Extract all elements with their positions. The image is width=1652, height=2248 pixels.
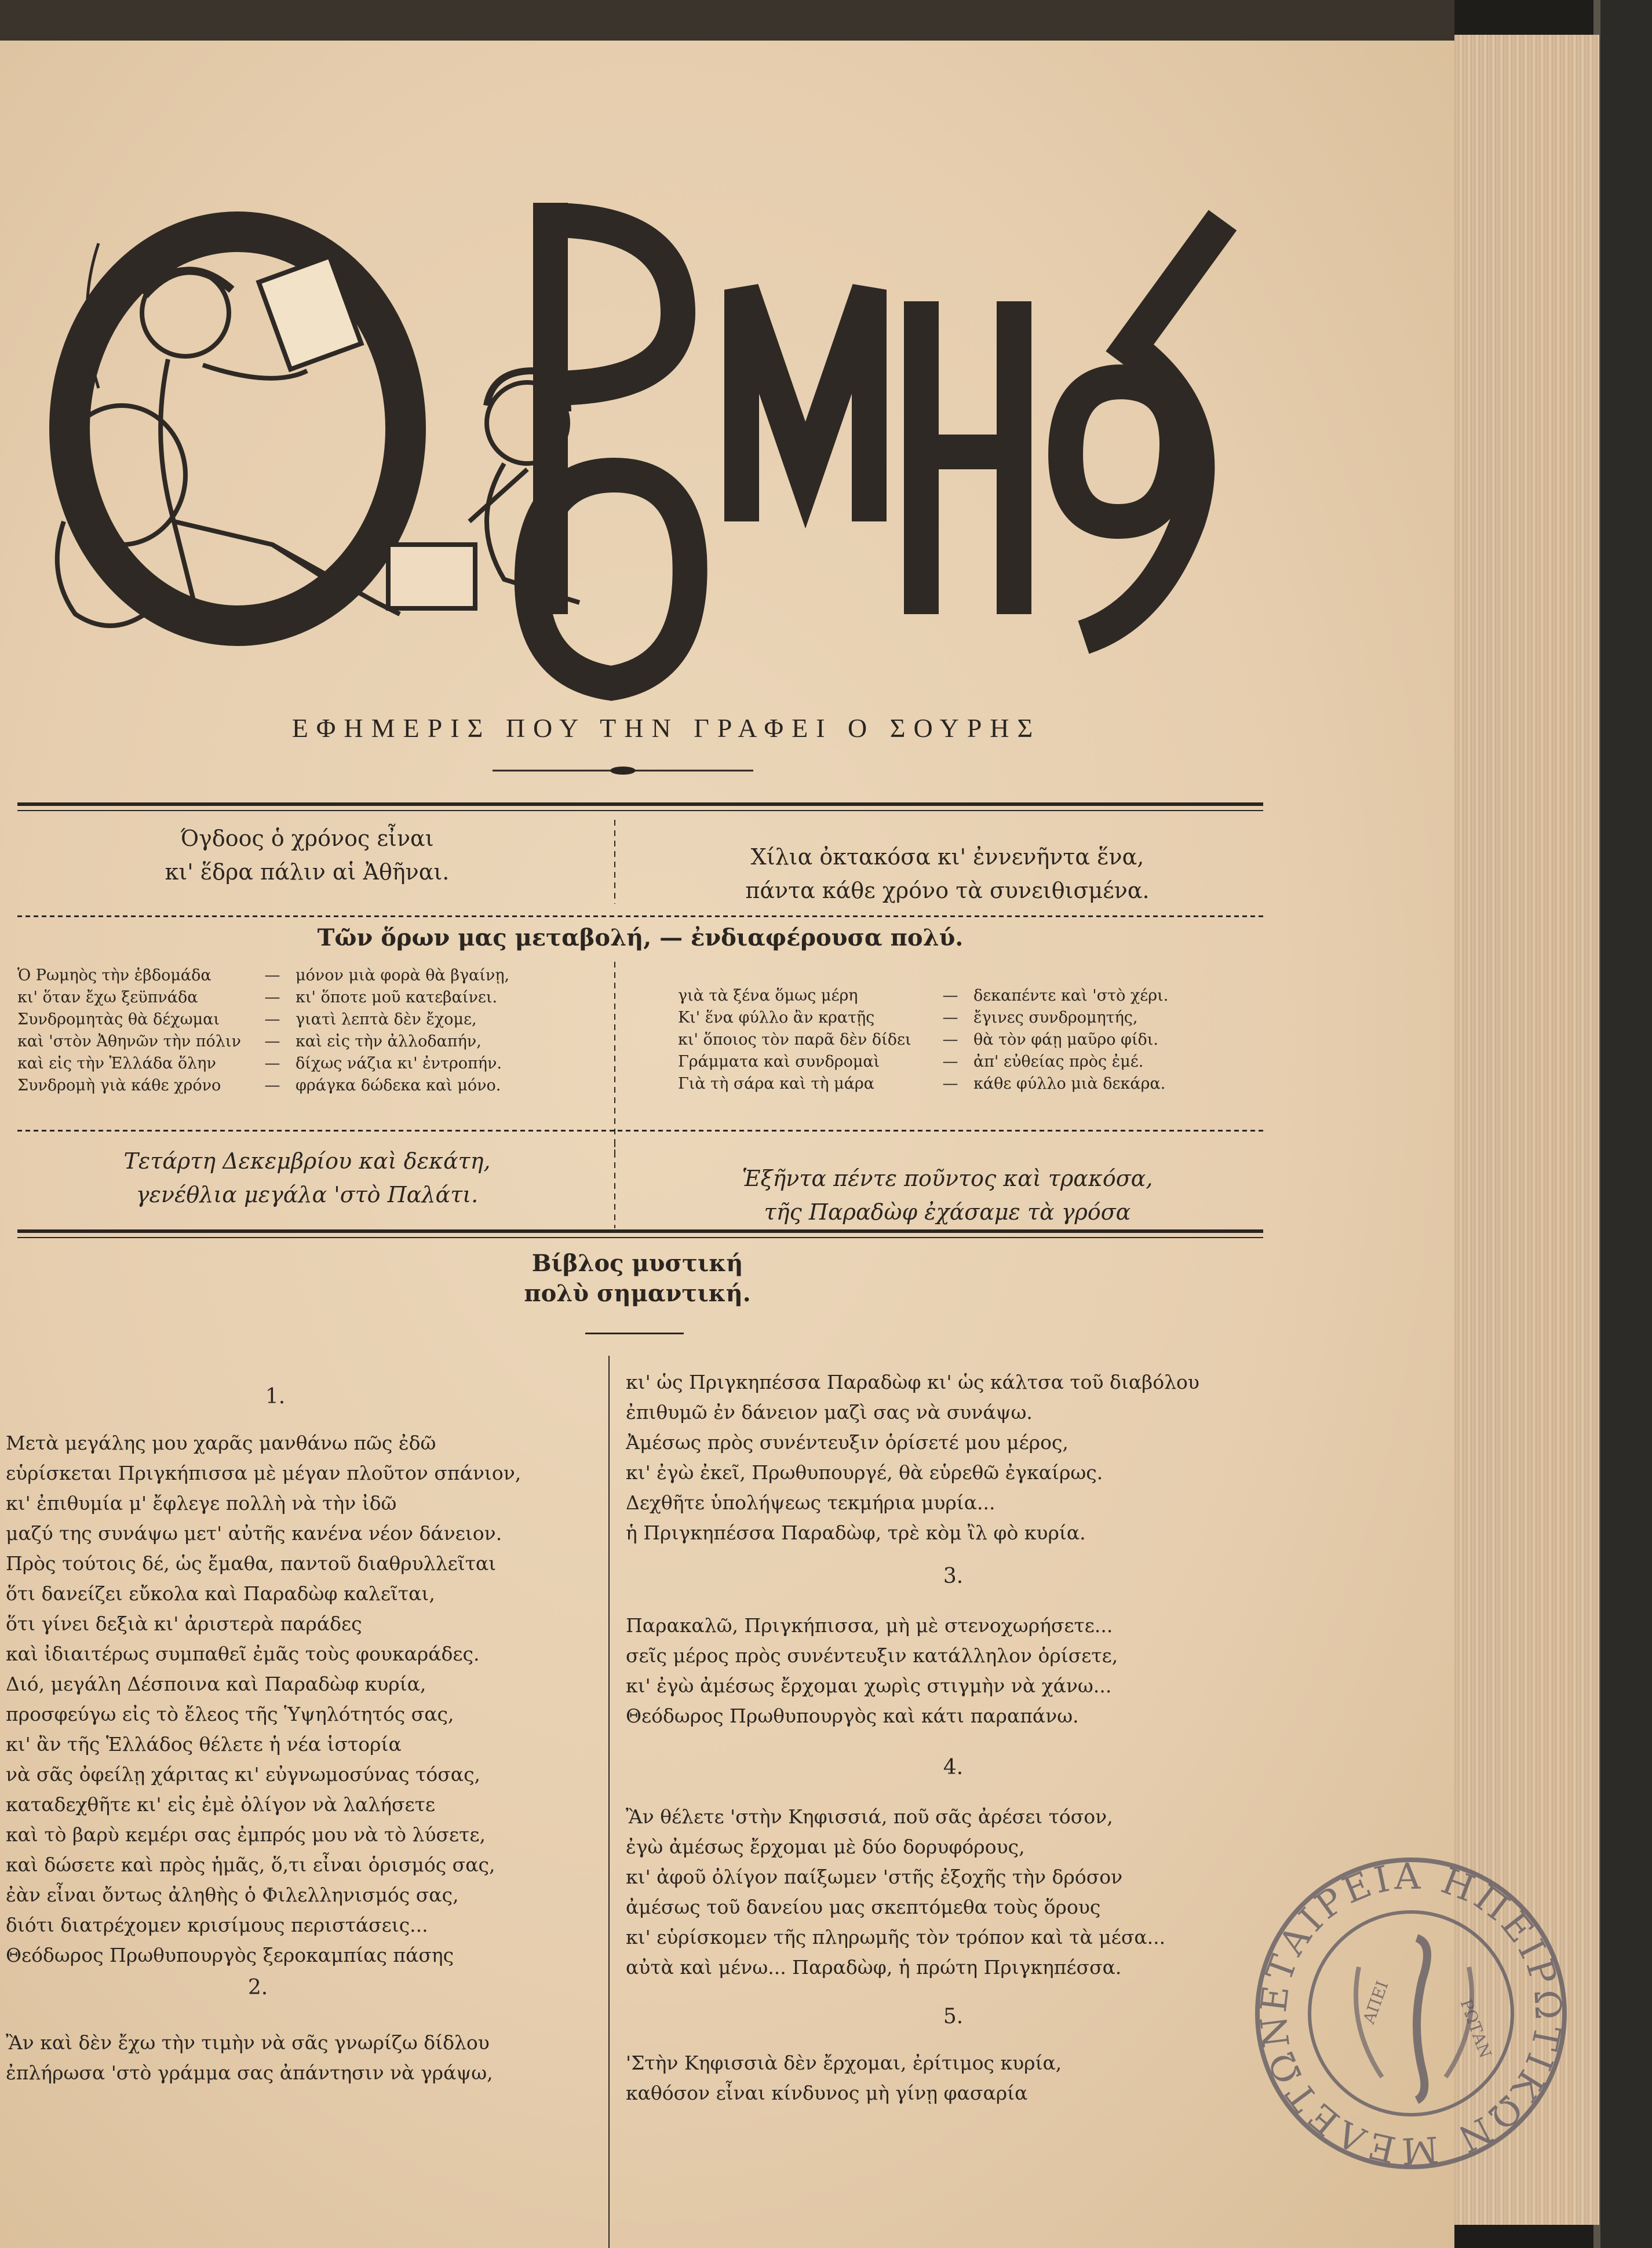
text-line: κι' εὑρίσκομεν τῆς πληρωμῆς τὸν τρόπον καὶ τὰ μέσα...	[626, 1926, 1166, 1948]
terms-cell: Γιὰ τὴ σάρα καὶ τὴ μάρα	[678, 1075, 875, 1093]
text-line: Πρὸς τούτοις δέ, ὡς ἔμαθα, παντοῦ διαθρυλλεῖται	[6, 1552, 497, 1575]
terms-dash: —	[264, 1032, 280, 1050]
terms-row	[17, 1053, 603, 1075]
terms-cell: μόνον μιὰ φορὰ θὰ βγαίνῃ,	[296, 966, 510, 984]
verse-line: Χίλια ὀκτακόσα κι' ἐννενῆντα ἕνα,	[750, 844, 1144, 870]
text-line: Θεόδωρος Πρωθυπουργὸς ξεροκαμπίας πάσης	[6, 1944, 454, 1966]
text-line: κι' ἐπιθυμία μ' ἔφλεγε πολλὴ νὰ τὴν ἰδῶ	[6, 1492, 397, 1515]
terms-row	[17, 1075, 603, 1097]
terms-dash: —	[264, 988, 280, 1006]
top-shadow	[0, 0, 1454, 41]
header-rule-bottom	[17, 1229, 1263, 1233]
terms-row	[678, 1051, 1263, 1073]
text-line: σεῖς μέρος πρὸς συνέντευξιν κατάλληλον ὁρίσετε,	[626, 1644, 1118, 1667]
text-line: αὐτὰ καὶ μένω... Παραδὼφ, ἡ πρώτη Πριγκηπέσσα.	[626, 1956, 1122, 1979]
dotted-rule	[17, 1130, 1263, 1132]
text-line: καταδεχθῆτε κι' εἰς ἐμὲ ὀλίγον νὰ λαλήσετε	[6, 1793, 435, 1816]
article-title-line: Βίβλος μυστική	[531, 1250, 743, 1277]
text-line: Διό, μεγάλη Δέσποινα καὶ Παραδὼφ κυρία,	[6, 1673, 426, 1695]
text-line: ἐγὼ ἀμέσως ἔρχομαι μὲ δύο δορυφόρους,	[626, 1835, 1025, 1858]
text-line: ὅτι γίνει δεξιὰ κι' ἀριστερὰ παράδες	[6, 1612, 362, 1635]
terms-row	[17, 1031, 603, 1053]
terms-cell: φράγκα δώδεκα καὶ μόνο.	[296, 1076, 501, 1094]
terms-row	[17, 987, 603, 1009]
text-line: Ἂν θέλετε 'στὴν Κηφισσιά, ποῦ σᾶς ἀρέσει τόσον,	[626, 1805, 1113, 1828]
terms-cell: Συνδρομὴ γιὰ κάθε χρόνο	[17, 1076, 221, 1094]
section-number: 5.	[943, 2005, 964, 2028]
text-line: Ἀμέσως πρὸς συνέντευξιν ὁρίσετέ μου μέρος,	[626, 1431, 1068, 1454]
stamp-ring-text: ΕΤΑΙΡΕΙΑ ΗΠΕΙΡΩΤΙΚΩΝ ΜΕΛΕΤΩΝ	[1252, 1855, 1570, 2173]
date-verse-right	[632, 1162, 1263, 1229]
terms-cell: δίχως νάζια κι' ἐντροπήν.	[296, 1054, 502, 1072]
terms-cell: γιατὶ λεπτὰ δὲν ἔχομε,	[296, 1010, 477, 1028]
text-line: καθόσον εἶναι κίνδυνος μὴ γίνῃ φασαρία	[626, 2082, 1028, 2104]
terms-cell: καὶ 'στὸν Ἀθηνῶν τὴν πόλιν	[17, 1032, 241, 1050]
text-line: κι' ὡς Πριγκηπέσσα Παραδὼφ κι' ὡς κάλτσα τοῦ διαβόλου	[626, 1371, 1199, 1393]
text-line: μαζύ της συνάψω μετ' αὐτῆς κανένα νέον δάνειον.	[6, 1522, 502, 1545]
terms-cell: γιὰ τὰ ξένα ὅμως μέρη	[678, 987, 858, 1005]
text-line: διότι διατρέχομεν κρισίμους περιστάσεις...	[6, 1914, 428, 1936]
section-number: 3.	[943, 1564, 964, 1588]
column-divider	[614, 820, 615, 904]
section-5-text	[626, 2048, 1263, 2108]
header-verse-right	[632, 840, 1263, 907]
terms-cell: Κι' ἕνα φύλλο ἂν κρατῇς	[678, 1009, 875, 1027]
section-2-text	[6, 2028, 603, 2088]
terms-cell: ἔγινες συνδρομητής,	[973, 1009, 1138, 1027]
text-line: Δεχθῆτε ὑπολήψεως τεκμήρια μυρία...	[626, 1491, 995, 1514]
text-line: καὶ τὸ βαρὺ κεμέρι σας ἐμπρός μου νὰ τὸ λύσετε,	[6, 1823, 486, 1846]
section-4-text	[626, 1802, 1263, 1983]
column-divider	[614, 962, 615, 1153]
text-line: Παρακαλῶ, Πριγκήπισσα, μὴ μὲ στενοχωρήσετε...	[626, 1614, 1113, 1637]
date-verse-left	[17, 1144, 597, 1211]
terms-cell: Ὁ Ρωμηὸς τὴν ἑβδομάδα	[17, 966, 211, 984]
library-stamp	[1249, 1851, 1573, 2176]
text-line: νὰ σᾶς ὀφείλῃ χάριτας κι' εὐγνωμοσύνας τόσας,	[6, 1763, 481, 1786]
text-line: προσφεύγω εἰς τὸ ἔλεος τῆς Ὑψηλότητός σας,	[6, 1703, 454, 1725]
text-line: ὅτι δανείζει εὔκολα καὶ Παραδὼφ καλεῖται,	[6, 1582, 435, 1605]
terms-cell: καὶ εἰς τὴν Ἑλλάδα ὅλην	[17, 1054, 216, 1072]
terms-cell: κάθε φύλλο μιὰ δεκάρα.	[973, 1075, 1166, 1093]
section-3-text	[626, 1611, 1263, 1731]
section-number: 4.	[943, 1756, 964, 1779]
terms-cell: Γράμματα καὶ συνδρομαὶ	[678, 1053, 880, 1071]
section-2-continued	[626, 1367, 1263, 1548]
text-line: 'Στὴν Κηφισσιὰ δὲν ἔρχομαι, ἐρίτιμος κυρία,	[626, 2052, 1062, 2074]
terms-row	[17, 965, 603, 987]
svg-text:ΕΤΑΙΡΕΙΑ ΗΠΕΙΡΩΤΙΚΩΝ ΜΕΛΕΤΩΝ	[1252, 1855, 1570, 2173]
text-line: ἐπλήρωσα 'στὸ γράμμα σας ἀπάντησιν νὰ γράψω,	[6, 2061, 493, 2084]
text-line: κι' ἀφοῦ ὀλίγον παίξωμεν 'στῆς ἐξοχῆς τὴν δρόσον	[626, 1866, 1123, 1888]
terms-row	[678, 1029, 1263, 1051]
header-verse-left	[17, 822, 597, 889]
masthead-subtitle: ΕΦΗΜΕΡΙΣ ΠΟΥ ΤΗΝ ΓΡΑΦΕΙ Ο ΣΟΥΡΗΣ	[291, 713, 1041, 743]
section-number: 2.	[247, 1976, 268, 1999]
book-cover	[1599, 0, 1652, 2248]
verse-line: πάντα κάθε χρόνο τὰ συνειθισμένα.	[745, 878, 1150, 903]
dotted-rule	[17, 915, 1263, 917]
terms-row	[678, 1073, 1263, 1095]
terms-heading: Τῶν ὅρων μας μεταβολή, — ἐνδιαφέρουσα πολύ.	[317, 924, 964, 951]
terms-cell: κι' ὅποιος τὸν παρᾶ δὲν δίδει	[678, 1031, 911, 1049]
text-line: καὶ ἰδιαιτέρως συμπαθεῖ ἐμᾶς τοὺς φουκαράδες.	[6, 1643, 480, 1665]
verse-line: Όγδοος ὁ χρόνος εἶναι	[180, 826, 434, 851]
terms-dash: —	[942, 1075, 958, 1093]
newspaper-page	[0, 41, 1454, 2248]
terms-cell: καὶ εἰς τὴν ἀλλοδαπήν,	[296, 1032, 482, 1050]
stamp-inner-text: ΑΠΕΙ	[1359, 1978, 1392, 2027]
header-rule-bottom-thin	[17, 1237, 1263, 1238]
terms-cell: δεκαπέντε καὶ 'στὸ χέρι.	[973, 987, 1169, 1005]
title-underline	[585, 1333, 684, 1334]
text-line: εὑρίσκεται Πριγκήπισσα μὲ μέγαν πλοῦτον σπάνιον,	[6, 1462, 522, 1484]
terms-cell: κι' ὅταν ἔχω ξεϋπνάδα	[17, 988, 198, 1006]
terms-cell: θὰ τὸν φάῃ μαῦρο φίδι.	[973, 1031, 1158, 1049]
terms-cell: ἀπ' εὐθείας πρὸς ἐμέ.	[973, 1053, 1144, 1071]
terms-dash: —	[264, 966, 280, 984]
section-number: 1.	[265, 1385, 286, 1408]
terms-row	[678, 1007, 1263, 1029]
article-title-line: πολὺ σημαντική.	[524, 1280, 751, 1307]
column-divider	[614, 1141, 615, 1228]
text-line: ἐὰν εἶναι ὄντως ἀληθὴς ὁ Φιλελληνισμός σας,	[6, 1884, 459, 1906]
terms-cell: Συνδρομητὰς θὰ δέχωμαι	[17, 1010, 220, 1028]
header-rule-top-thin	[17, 810, 1263, 811]
terms-row	[17, 1009, 603, 1031]
terms-left	[17, 965, 603, 1097]
text-line: κι' ἐγὼ ἐκεῖ, Πρωθυπουργέ, θὰ εὑρεθῶ ἐγκαίρως.	[626, 1461, 1103, 1484]
terms-cell: κι' ὅποτε μοῦ κατεβαίνει.	[296, 988, 498, 1006]
verse-line: Ἑξῆντα πέντε ποῦντος καὶ τρακόσα,	[742, 1166, 1153, 1191]
terms-dash: —	[264, 1076, 280, 1094]
text-line: ἐπιθυμῶ ἐν δάνειον μαζὶ σας νὰ συνάψω.	[626, 1401, 1033, 1424]
text-line: καὶ δώσετε καὶ πρὸς ἡμᾶς, ὅ,τι εἶναι ὁρισμός σας,	[6, 1853, 495, 1876]
verse-line: Τετάρτη Δεκεμβρίου καὶ δεκάτη,	[123, 1148, 491, 1174]
terms-row	[678, 985, 1263, 1007]
text-line: Θεόδωρος Πρωθυπουργὸς καὶ κάτι παραπάνω.	[626, 1705, 1079, 1727]
masthead-illustration	[29, 197, 1246, 718]
verse-line: κι' ἕδρα πάλιν αἱ Ἀθῆναι.	[165, 859, 450, 885]
verse-line: τῆς Παραδὼφ ἐχάσαμε τὰ γρόσα	[764, 1199, 1131, 1225]
header-rule-top	[17, 802, 1263, 806]
article-title	[290, 1249, 985, 1309]
section-1-text	[6, 1428, 603, 1970]
text-line: κι' ἐγὼ ἀμέσως ἔρχομαι χωρὶς στιγμὴν νὰ χάνω...	[626, 1674, 1112, 1697]
text-line: ἀμέσως τοῦ δανείου μας σκεπτόμεθα τοὺς ὅρους	[626, 1896, 1101, 1918]
terms-dash: —	[942, 1053, 958, 1071]
terms-dash: —	[942, 987, 958, 1005]
ornament-divider	[493, 762, 753, 779]
terms-right	[678, 985, 1263, 1095]
text-line: ἡ Πριγκηπέσσα Παραδὼφ, τρὲ κὸμ ἲλ φὸ κυρία.	[626, 1521, 1086, 1544]
terms-dash: —	[942, 1009, 958, 1027]
terms-dash: —	[942, 1031, 958, 1049]
stamp-inner-text-2: ΡΩΤΑΝ	[1456, 1997, 1496, 2061]
terms-dash: —	[264, 1054, 280, 1072]
column-separator	[608, 1356, 610, 2248]
terms-dash: —	[264, 1010, 280, 1028]
text-line: Μετὰ μεγάλης μου χαρᾶς μανθάνω πῶς ἐδῶ	[6, 1432, 436, 1454]
text-line: Ἂν καὶ δὲν ἔχω τὴν τιμὴν νὰ σᾶς γνωρίζω δίδλου	[6, 2031, 490, 2054]
verse-line: γενέθλια μεγάλα 'στὸ Παλάτι.	[136, 1182, 479, 1207]
text-line: κι' ἂν τῆς Ἑλλάδος θέλετε ἡ νέα ἱστορία	[6, 1733, 402, 1756]
